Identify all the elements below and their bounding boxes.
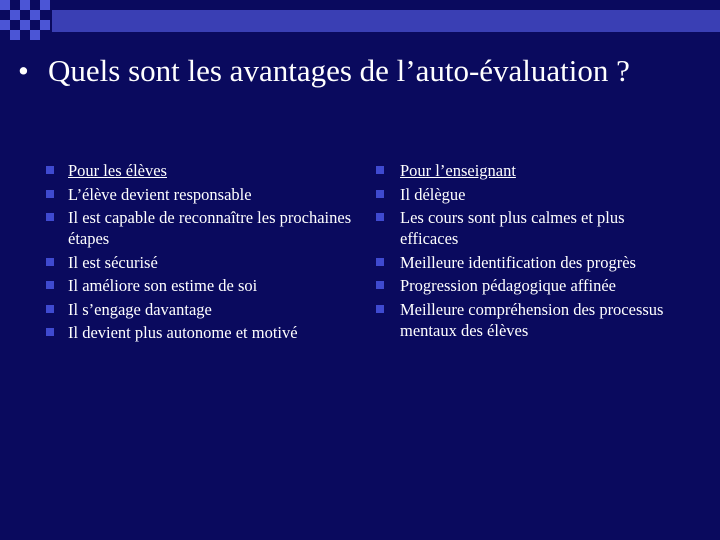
square-bullet-icon: [376, 305, 384, 313]
square-bullet-icon: [46, 328, 54, 336]
left-column: [46, 160, 358, 346]
header-rule: [52, 10, 720, 32]
right-column: [376, 160, 676, 343]
list-item: [46, 322, 358, 343]
list-item-text: Les cours sont plus calmes et plus efficaces: [400, 208, 625, 248]
list-item-text: Il devient plus autonome et motivé: [68, 323, 298, 342]
list-item: [46, 275, 358, 296]
list-item-text: Il améliore son estime de soi: [68, 276, 258, 295]
title-bullet-icon: •: [18, 53, 29, 88]
list-item: [376, 207, 676, 249]
list-item-text: Il est capable de reconnaître les prochaines étapes: [68, 208, 352, 248]
list-item: [46, 299, 358, 320]
list-item: [46, 207, 358, 249]
list-item-text: Meilleure identification des progrès: [400, 252, 636, 272]
list-item: [376, 184, 676, 205]
list-item: [376, 275, 676, 296]
list-item-text: L’élève devient responsable: [68, 184, 252, 204]
right-column-heading: Pour l’enseignant: [400, 161, 516, 180]
list-item: [46, 184, 358, 205]
list-item-heading: [46, 160, 358, 181]
list-item-text: Il est sécurisé: [68, 252, 158, 272]
slide-title: [18, 52, 708, 89]
list-item-text: Meilleure compréhension des processus mentaux des élèves: [400, 299, 664, 340]
list-item: [46, 252, 358, 273]
square-bullet-icon: [46, 213, 54, 221]
square-bullet-icon: [46, 281, 54, 289]
square-bullet-icon: [376, 258, 384, 266]
square-bullet-icon: [376, 213, 384, 221]
left-column-heading: Pour les élèves: [68, 161, 167, 180]
list-item-text: Il délègue: [400, 184, 466, 204]
square-bullet-icon: [46, 258, 54, 266]
list-item: [376, 299, 676, 341]
square-bullet-icon: [376, 190, 384, 198]
square-bullet-icon: [376, 281, 384, 289]
list-item-text: Il s’engage davantage: [68, 299, 212, 319]
square-bullet-icon: [46, 190, 54, 198]
list-item-heading: [376, 160, 676, 181]
square-bullet-icon: [46, 166, 54, 174]
square-bullet-icon: [46, 305, 54, 313]
list-item-text: Progression pédagogique affinée: [400, 276, 616, 295]
slide-title-text: Quels sont les avantages de l’auto-évaluation ?: [48, 53, 630, 88]
square-bullet-icon: [376, 166, 384, 174]
list-item: [376, 252, 676, 273]
